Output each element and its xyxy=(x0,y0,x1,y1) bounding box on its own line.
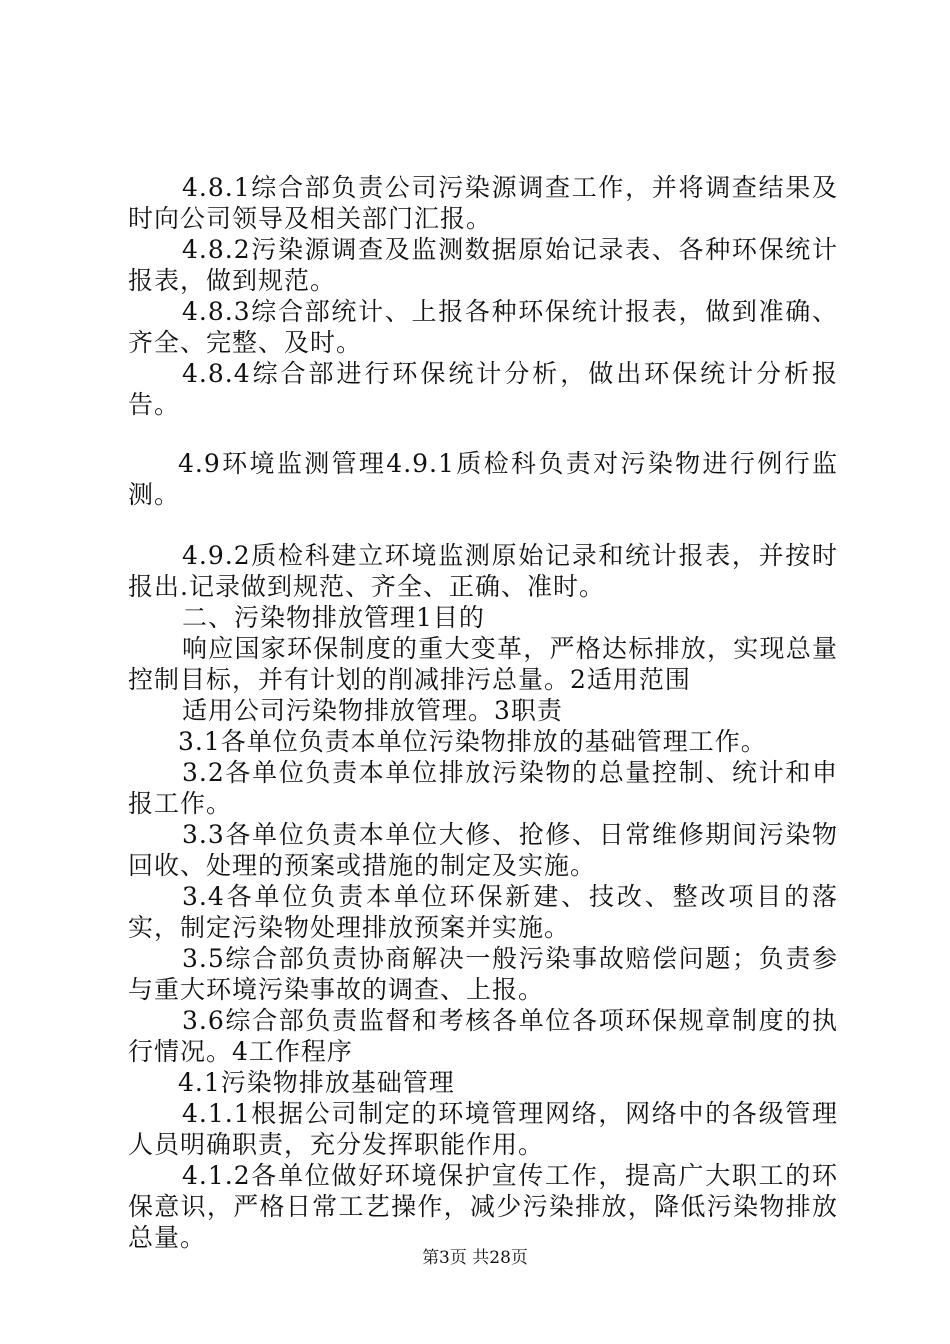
paragraph-4-9: 4.9环境监测管理4.9.1质检科负责对污染物进行例行监测。 xyxy=(128,449,838,509)
paragraph-4-1: 4.1污染物排放基础管理 xyxy=(178,1068,455,1097)
paragraph-4-1-1: 4.1.1根据公司制定的环境管理网络，网络中的各级管理人员明确职责，充分发挥职能作用。 xyxy=(128,1099,838,1159)
paragraph-4-8-1: 4.8.1综合部负责公司污染源调查工作，并将调查结果及时向公司领导及相关部门汇报。 xyxy=(128,173,838,233)
paragraph-3-6: 3.6综合部负责监督和考核各单位各项环保规章制度的执行情况。4工作程序 xyxy=(128,1006,838,1066)
paragraph-4-8-2: 4.8.2污染源调查及监测数据原始记录表、各种环保统计报表，做到规范。 xyxy=(128,235,838,295)
paragraph-3-3: 3.3各单位负责本单位大修、抢修、日常维修期间污染物回收、处理的预案或措施的制定及实施。 xyxy=(128,820,838,880)
paragraph-3-1: 3.1各单位负责本单位污染物排放的基础管理工作。 xyxy=(178,727,767,756)
paragraph-4-8-3: 4.8.3综合部统计、上报各种环保统计报表，做到准确、齐全、完整、及时。 xyxy=(128,297,838,357)
page-number-footer: 第3页 共28页 xyxy=(422,1248,528,1268)
document-body xyxy=(128,172,838,1253)
paragraph-4-1-2: 4.1.2各单位做好环境保护宣传工作，提高广大职工的环保意识，严格日常工艺操作，减少污染排放，降低污染物排放总量。 xyxy=(128,1161,838,1252)
section-heading-2: 二、污染物排放管理1目的 xyxy=(182,603,485,632)
paragraph-3-5: 3.5综合部负责协商解决一般污染事故赔偿问题；负责参与重大环境污染事故的调查、上报。 xyxy=(128,944,838,1004)
paragraph-purpose: 响应国家环保制度的重大变革，严格达标排放，实现总量控制目标，并有计划的削减排污总量。2适用范围 xyxy=(128,634,838,694)
paragraph-scope: 适用公司污染物排放管理。3职责 xyxy=(182,696,563,725)
paragraph-4-8-4: 4.8.4综合部进行环保统计分析，做出环保统计分析报告。 xyxy=(128,359,838,419)
paragraph-4-9-2: 4.9.2质检科建立环境监测原始记录和统计报表，并按时报出.记录做到规范、齐全、正确、准时。 xyxy=(128,541,838,601)
paragraph-3-2: 3.2各单位负责本单位排放污染物的总量控制、统计和申报工作。 xyxy=(128,758,838,818)
paragraph-3-4: 3.4各单位负责本单位环保新建、技改、整改项目的落实，制定污染物处理排放预案并实施。 xyxy=(128,882,838,942)
